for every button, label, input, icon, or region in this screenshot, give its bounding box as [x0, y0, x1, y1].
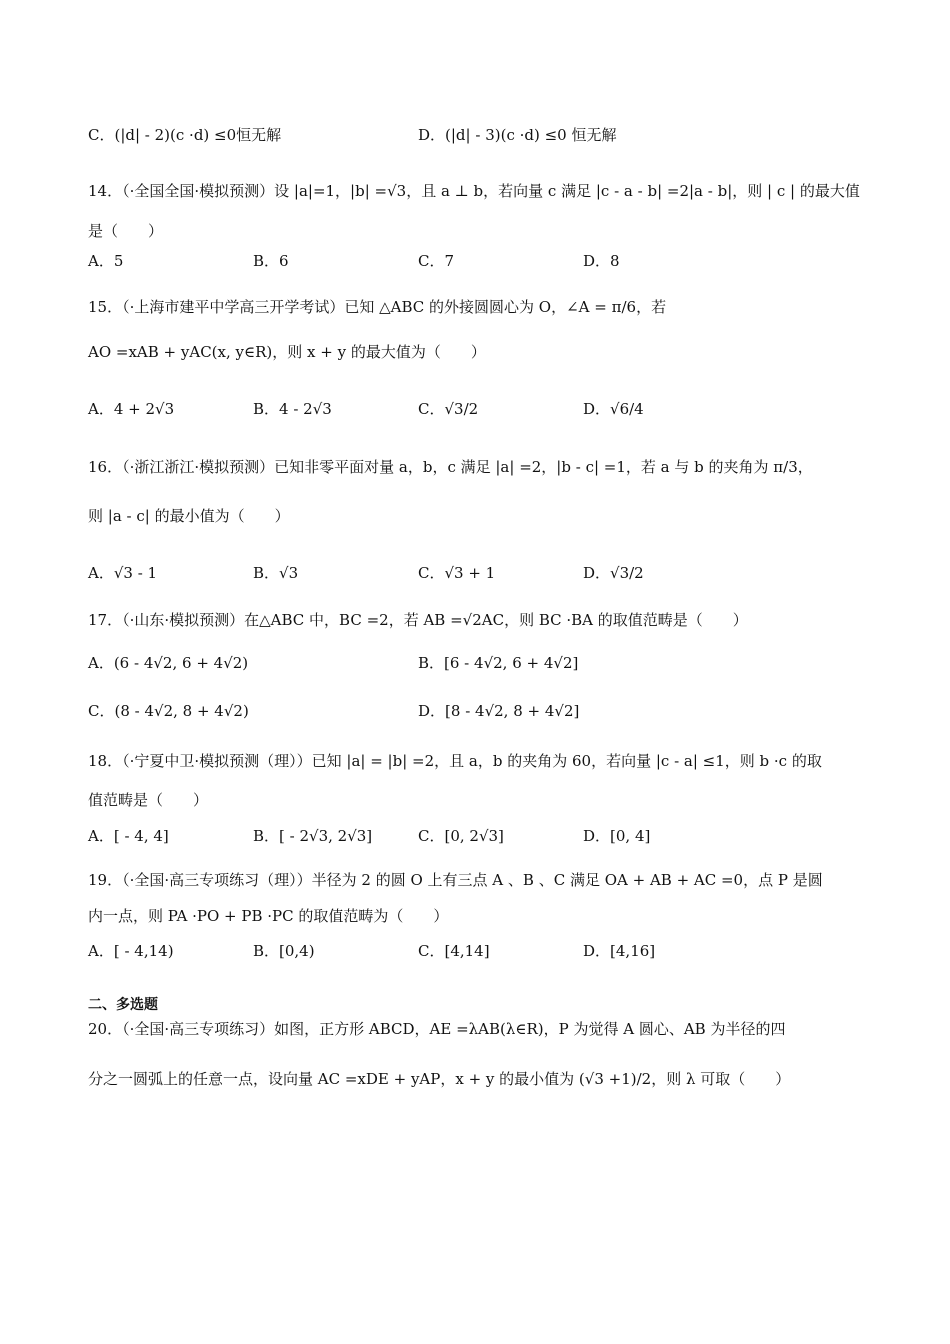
q14-stem-cont: 是（ ） [88, 222, 164, 240]
q14-option-a: A．5 [88, 252, 124, 270]
q14-option-b: B．6 [253, 252, 289, 270]
q15-stem-cont: AO =xAB + yAC(x, y∈R)，则 x + y 的最大值为（ ） [88, 343, 486, 361]
q17-stem: 17．（·山东·模拟预测）在△ABC 中，BC =2，若 AB =√2AC，则 BC ·BA 的取值范畴是（ ） [88, 611, 748, 629]
q18-option-d: D．[0, 4] [583, 827, 651, 845]
q19-option-b: B．[0,4) [253, 942, 315, 960]
q16-option-d: D．√3/2 [583, 564, 644, 582]
q19-option-c: C．[4,14] [418, 942, 490, 960]
q20-stem-cont: 分之一圆弧上的任意一点，设向量 AC =xDE + yAP，x + y 的最小值为 (√3 +1)/2，则 λ 可取（ ） [88, 1070, 791, 1088]
q15-option-d: D．√6/4 [583, 400, 644, 418]
q16-option-c: C．√3 + 1 [418, 564, 496, 582]
q17-option-d: D．[8 - 4√2, 8 + 4√2] [418, 702, 580, 720]
q19-option-a: A．[ - 4,14) [88, 942, 174, 960]
q17-option-b: B．[6 - 4√2, 6 + 4√2] [418, 654, 579, 672]
q18-option-c: C．[0, 2√3] [418, 827, 504, 845]
q18-option-b: B．[ - 2√3, 2√3] [253, 827, 373, 845]
q15-option-c: C．√3/2 [418, 400, 479, 418]
q16-stem-cont: 则 |a - c| 的最小值为（ ） [88, 507, 290, 525]
q14-option-c: C．7 [418, 252, 455, 270]
q20-stem: 20．（·全国·高三专项练习）如图，正方形 ABCD，AE =λAB(λ∈R)，P 为觉得 A 圆心、AB 为半径的四 [88, 1020, 786, 1038]
q18-stem: 18．（·宁夏中卫·模拟预测（理））已知 |a| = |b| =2，且 a，b 的夹角为 60，若向量 |c - a| ≤1，则 b ·c 的取 [88, 752, 822, 770]
q17-option-c: C．(8 - 4√2, 8 + 4√2) [88, 702, 249, 720]
q16-stem: 16．（·浙江浙江·模拟预测）已知非零平面对量 a，b，c 满足 |a| =2，|b - c| =1，若 a 与 b 的夹角为 π/3， [88, 458, 813, 476]
q17-option-a: A．(6 - 4√2, 6 + 4√2) [88, 654, 249, 672]
q15-option-b: B．4 - 2√3 [253, 400, 332, 418]
q16-option-b: B．√3 [253, 564, 299, 582]
q15-option-a: A．4 + 2√3 [88, 400, 175, 418]
q13-option-c: C．(|d| - 2)(c ·d) ≤0恒无解 [88, 126, 282, 144]
q19-stem: 19．（·全国·高三专项练习（理））半径为 2 的圆 O 上有三点 A 、B 、C 满足 OA + AB + AC =0，点 P 是圆 [88, 871, 823, 889]
q19-option-d: D．[4,16] [583, 942, 656, 960]
q19-stem-cont: 内一点，则 PA ·PO + PB ·PC 的取值范畴为（ ） [88, 907, 449, 925]
section-heading-multiple-choice: 二、多选题 [88, 997, 158, 1013]
q13-option-d: D．(|d| - 3)(c ·d) ≤0 恒无解 [418, 126, 617, 144]
q14-option-d: D．8 [583, 252, 620, 270]
q15-stem: 15．（·上海市建平中学高三开学考试）已知 △ABC 的外接圆圆心为 O，∠A = π/6，若 [88, 298, 667, 316]
q14-stem: 14．（·全国全国·模拟预测）设 |a|=1，|b| =√3，且 a ⊥ b，若向量 c 满足 |c - a - b| =2|a - b|，则 | c | 的最大值 [88, 182, 860, 200]
q18-option-a: A．[ - 4, 4] [88, 827, 169, 845]
q16-option-a: A．√3 - 1 [88, 564, 158, 582]
q18-stem-cont: 值范畴是（ ） [88, 791, 209, 809]
